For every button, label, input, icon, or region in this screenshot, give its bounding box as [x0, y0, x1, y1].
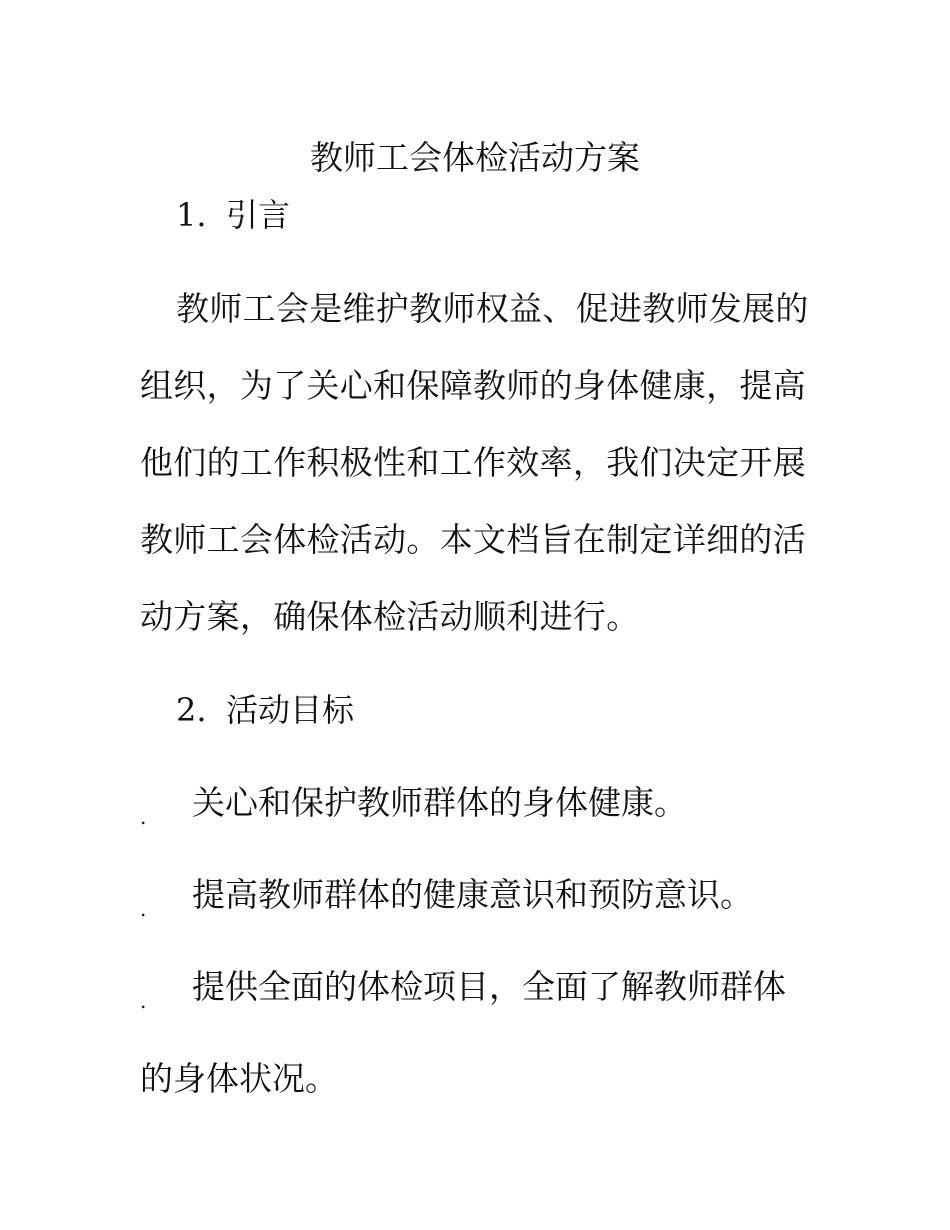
list-item-text: 提供全面的体检项目，全面了解教师群体: [192, 967, 786, 1006]
bullet-marker: .: [140, 805, 147, 829]
bullet-marker: .: [140, 989, 147, 1013]
list-item: [140, 856, 820, 948]
section-title: 引言: [226, 196, 291, 234]
list-item: [140, 764, 820, 856]
list-item: [140, 948, 820, 1117]
section-number: 1.: [176, 196, 207, 234]
list-item-continuation: 的身体状况。: [140, 1059, 338, 1098]
introduction-paragraph: [140, 270, 820, 655]
list-item-text: 关心和保护教师群体的身体健康。: [192, 783, 687, 822]
list-item-text: 提高教师群体的健康意识和预防意识。: [192, 875, 753, 914]
section-heading-introduction: [176, 193, 290, 237]
document-title: 教师工会体检活动方案: [310, 138, 640, 177]
bullet-marker: .: [140, 897, 147, 921]
section-heading-goals: [176, 688, 354, 732]
section-title: 活动目标: [226, 691, 355, 729]
paragraph-text: 教师工会是维护教师权益、促进教师发展的组织，为了关心和保障教师的身体健康，提高他们的工作积极性和工作效率，我们决定开展教师工会体检活动。本文档旨在制定详细的活动方案，确保体检活动顺利进行。: [140, 289, 809, 636]
section-number: 2.: [176, 691, 207, 729]
